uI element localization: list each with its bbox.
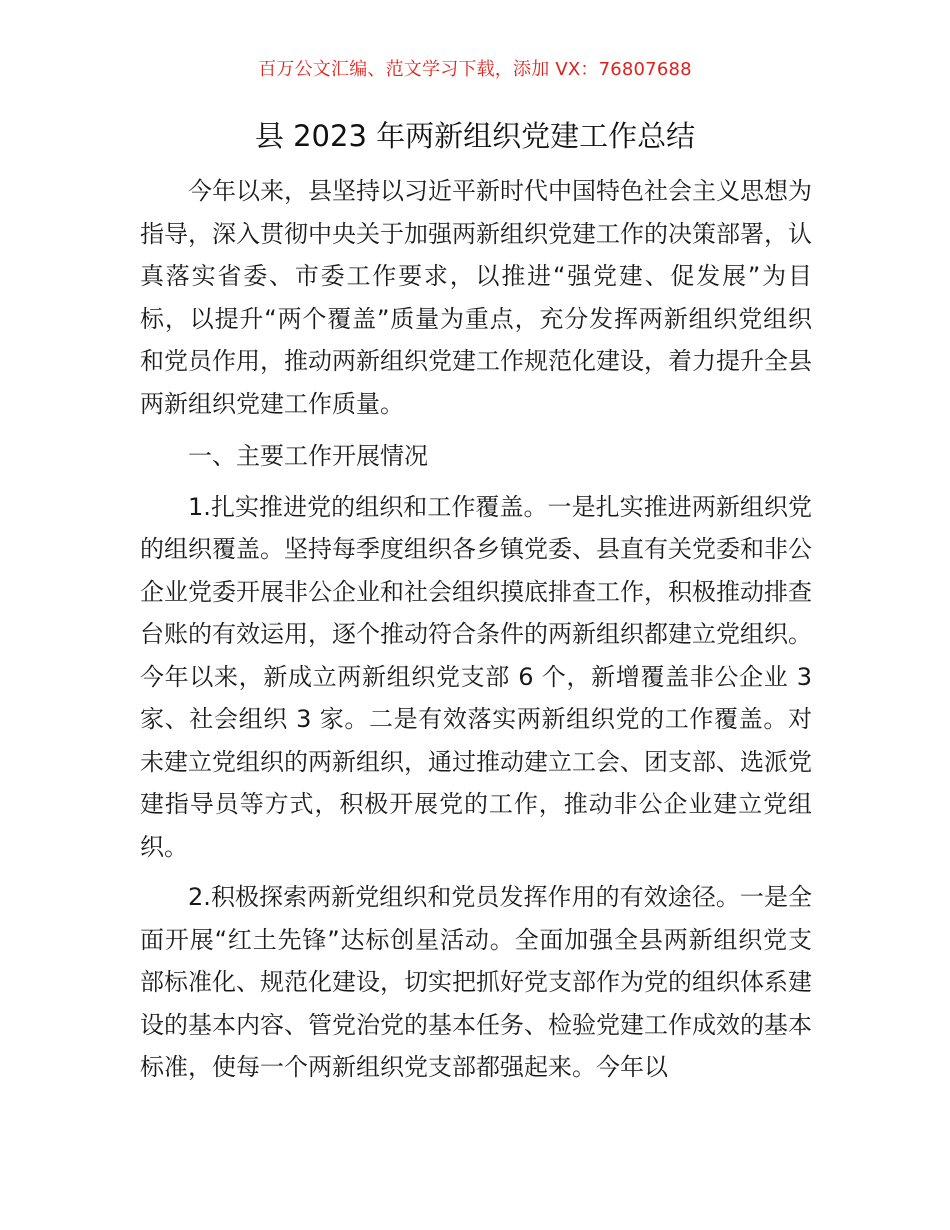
watermark-header: 百万公文汇编、范文学习下载，添加 VX：76807688	[258, 59, 692, 80]
intro-paragraph: 今年以来，县坚持以习近平新时代中国特色社会主义思想为指导，深入贯彻中央关于加强两新组织党建工作的决策部署，认真落实省委、市委工作要求，以推进“强党建、促发展”为目标，以提升“两个覆盖”质量为重点，充分发挥两新组织党组织和党员作用，推动两新组织党建工作规范化建设，着力提升全县两新组织党建工作质量。	[140, 177, 812, 418]
body-paragraph-1: 1.扎实推进党的组织和工作覆盖。一是扎实推进两新组织党的组织覆盖。坚持每季度组织各乡镇党委、县直有关党委和非公企业党委开展非公企业和社会组织摸底排查工作，积极推动排查台账的有效运用，逐个推动符合条件的两新组织都建立党组织。今年以来，新成立两新组织党支部 6 个，新增覆盖非公企业 3 家、社会组织 3 家。二是有效落实两新组织党的工作覆盖。对未建立党组织的两新组织，通过推动建立工会、团支部、选派党建指导员等方式，积极开展党的工作，推动非公企业建立党组织。	[140, 492, 812, 861]
section-heading: 一、主要工作开展情况	[188, 442, 428, 470]
document-body	[140, 170, 812, 1089]
body-paragraph-2: 2.积极探索两新党组织和党员发挥作用的有效途径。一是全面开展“红土先锋”达标创星活动。全面加强全县两新组织党支部标准化、规范化建设，切实把抓好党支部作为党的组织体系建设的基本内容、管党治党的基本任务、检验党建工作成效的基本标准，使每一个两新组织党支部都强起来。今年以	[140, 883, 812, 1081]
document-title: 县 2023 年两新组织党建工作总结	[254, 119, 696, 153]
